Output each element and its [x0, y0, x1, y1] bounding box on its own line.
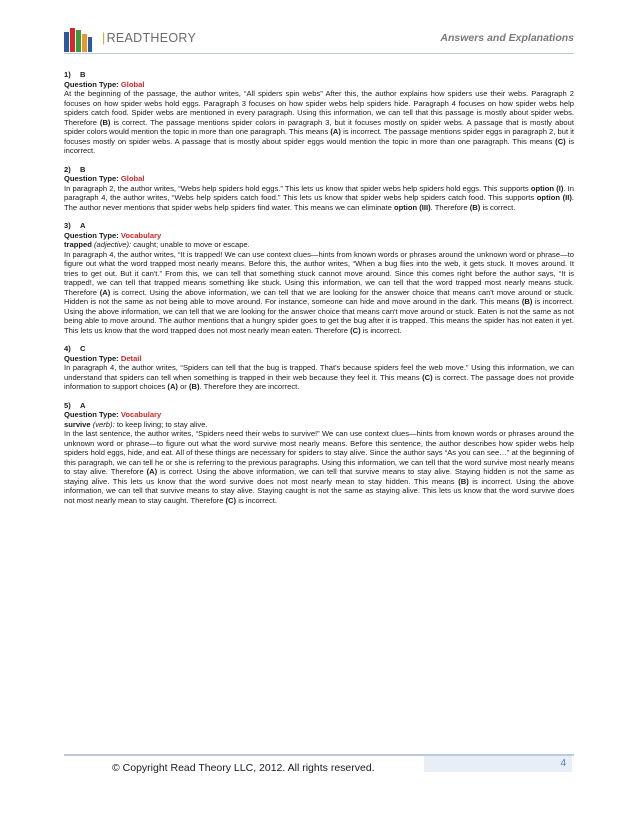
brand-name: |READTHEORY	[102, 31, 197, 45]
answer-block-4	[64, 344, 574, 392]
explanation-text: In the last sentence, the author writes, “Spiders need their webs to survive!” We can use context clues—hints from known words or phrases around the unknown word or phrase—to figure out what the word survive most nearly means. Before this sentence, the author describes how spider webs help spiders hold eggs, hide, and eat. All of these things are necessary for spiders to stay alive. Since the author says “As you can see…” at the beginning of this paragraph, we can tell he or she is referring to the previous paragraphs. Using this information, we can tell that the word survive most nearly means to stay alive. Therefore (A) is correct. Using the above information, we can tell that survive means to stay alive. Staying hidden is not the same as staying alive. This lets us know that the word survive does not most nearly mean to stay hidden. This means (B) is incorrect. Using the above information, we can tell that survive means to stay alive. Staying caught is not the same as staying alive. This lets us know that the word survive does not most nearly mean to stay caught. Therefore (C) is incorrect.	[64, 429, 575, 505]
answer-block-2	[64, 165, 574, 213]
answer-heading: 5) A	[64, 400, 86, 410]
answer-block-3	[64, 221, 574, 335]
answer-heading: 4) C	[64, 344, 86, 353]
page-header	[64, 26, 574, 52]
answer-block-5	[64, 401, 574, 506]
explanation-text: In paragraph 2, the author writes, “Webs help spiders hold eggs.” This lets us know that spider webs help spiders hold eggs. This supports option (I). In paragraph 4, the author writes, “Webs help spiders catch food.” This lets us know that spider webs help spiders catch food. This supports option (II). The author never mentions that spider webs help spiders find water. This means we can eliminate option (III). Therefore (B) is correct.	[64, 183, 574, 212]
header-section-title: Answers and Explanations	[440, 32, 574, 44]
vocabulary-definition: trapped (adjective): caught; unable to move or escape.	[64, 240, 250, 249]
question-type: Question Type: Global	[64, 174, 145, 183]
vocabulary-definition: survive (verb): to keep living; to stay alive.	[64, 419, 208, 429]
question-type: Question Type: Vocabulary	[64, 410, 162, 419]
answer-heading: 2) B	[64, 164, 86, 174]
answer-heading: 1) B	[64, 70, 86, 79]
explanation-text: In paragraph 4, the author writes, “It is trapped! We can use context clues—hints from known words or phrases around the unknown word or phrase—to figure out what the word trapped most nearly means. Before this, the author writes, “When a bug flies into the web, it gets stuck. It moves around. It tries to get out. But it can't.” From this, we can tell that something stuck cannot move around. Since this comes right before the author says, “It is trapped!, we can tell that trapped means something like stuck. Using this information, we can tell that the word trapped most nearly means stuck. Therefore (A) is correct. Using the above information, we can tell that we are looking for the answer choice that means can't move around or stuck. Hidden is not the same as not being able to move around. For instance, someone can hide and move around in the dark. This means (B) is incorrect. Using the above information, we can tell that we are looking for the answer choice that means can't move around or stuck. Eaten is not the same as not being able to move around. The author mentions that a hungry spider goes to get the bug after it is trapped. This means the spider has not eaten it yet. This lets us know that the word trapped does not most nearly mean eaten. Therefore (C) is incorrect.	[64, 249, 574, 335]
page-number: 4	[560, 758, 566, 769]
page-number-box	[424, 756, 572, 772]
explanation-text: In paragraph 4, the author writes, “Spiders can tell that the bug is trapped. That's because spiders feel the web move.” Using this information, we can understand that spiders can tell when something is trapped in their web because they feel it. This means (C) is correct. The passage does not provide information to support choices (A) or (B). Therefore they are incorrect.	[64, 363, 574, 391]
answers-content	[64, 70, 574, 514]
question-type: Question Type: Global	[64, 79, 145, 89]
question-type: Question Type: Detail	[64, 353, 142, 363]
header-divider	[64, 53, 574, 54]
readtheory-logo-icon	[64, 26, 94, 52]
explanation-text: At the beginning of the passage, the author writes, “All spiders spin webs” After this, the author explains how spiders use their webs. Paragraph 2 focuses on how spider webs hold eggs. Paragraph 3 focuses on how spider webs help spiders hide. Paragraph 4 focuses on how spider webs help spiders catch food. Spider webs are mentioned in every paragraph. Using this information, we can tell that this passage is mostly about spider webs. Therefore (B) is correct. The passage mentions spider colors in paragraph 3, but it focuses mostly on spider webs. A passage that is mostly about spider colors would mention the topic in more than one paragraph. This means (A) is incorrect. The passage mentions spider eggs in paragraph 2, but it focuses mostly on spider webs. A passage that is mostly about spider eggs would mention the topic in more than one paragraph. This means (C) is incorrect.	[64, 89, 574, 155]
answer-block-1	[64, 70, 574, 156]
answer-heading: 3) A	[64, 221, 86, 230]
copyright-notice: © Copyright Read Theory LLC, 2012. All rights reserved.	[112, 762, 375, 774]
question-type: Question Type: Vocabulary	[64, 230, 162, 240]
